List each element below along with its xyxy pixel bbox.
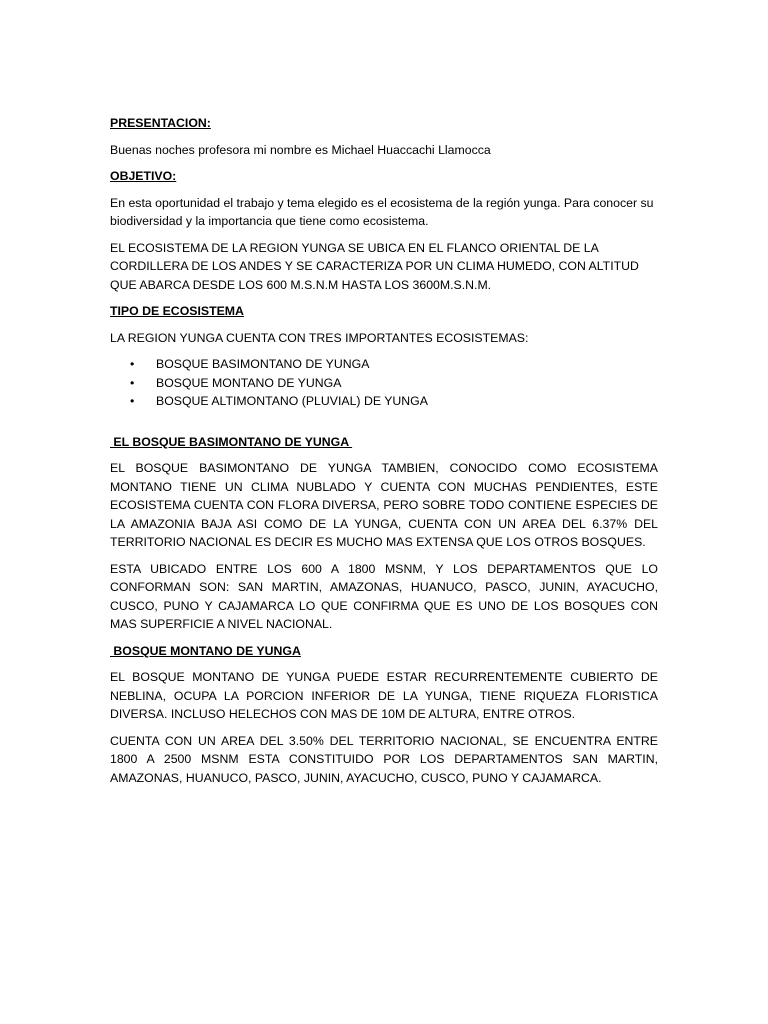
ecosystem-list — [110, 355, 658, 411]
montano-paragraph-2: CUENTA CON UN AREA DEL 3.50% DEL TERRITORIO NACIONAL, SE ENCUENTRA ENTRE 1800 A 2500 MSNM ESTA CONSTITUIDO POR LOS DEPARTAMENTOS SAN MARTIN, AMAZONAS, HUANUCO, PASCO, JUNIN, AYACUCHO, CUSCO, PUNO Y CAJAMARCA. — [110, 733, 658, 785]
document-page — [110, 114, 658, 795]
bullet-icon: • — [130, 357, 135, 371]
list-item-label: BOSQUE ALTIMONTANO (PLUVIAL) DE YUNGA — [156, 394, 428, 408]
list-item-label: BOSQUE MONTANO DE YUNGA — [156, 375, 342, 390]
basimontano-paragraph-1: EL BOSQUE BASIMONTANO DE YUNGA TAMBIEN, CONOCIDO COMO ECOSISTEMA MONTANO TIENE UN CLIMA NUBLADO Y CUENTA CON MUCHAS PENDIENTES, ESTE ECOSISTEMA CUENTA CON FLORA DIVERSA, PERO SOBRE TODO CONTIENE ESPECIES DE LA AMAZONIA BAJA ASI COMO DE LA YUNGA, CUENTA CON UN AREA DEL 6.37% DEL TERRITORIO NACIONAL ES DECIR ES MUCHO MAS EXTENSA QUE LOS OTROS BOSQUES. — [110, 461, 658, 549]
bullet-icon: • — [130, 394, 135, 408]
tipo-ecosistema-heading: TIPO DE ECOSISTEMA — [110, 304, 244, 318]
intro-paragraph: EL ECOSISTEMA DE LA REGION YUNGA SE UBICA EN EL FLANCO ORIENTAL DE LA CORDILLERA DE LOS ANDES Y SE CARACTERIZA POR UN CLIMA HUMEDO, CON ALTITUD QUE ABARCA DESDE LOS 600 M.S.N.M HASTA LOS 3600M.S.N.M. — [110, 240, 639, 292]
basimontano-heading: EL BOSQUE BASIMONTANO DE YUNGA — [110, 434, 353, 449]
blank-line — [110, 419, 658, 433]
bullet-icon: • — [130, 375, 135, 390]
montano-paragraph-1: EL BOSQUE MONTANO DE YUNGA PUEDE ESTAR RECURRENTEMENTE CUBIERTO DE NEBLINA, OCUPA LA PORCION INFERIOR DE LA YUNGA, TIENE RIQUEZA FLORISTICA DIVERSA. INCLUSO HELECHOS CON MAS DE 10M DE ALTURA, ENTRE OTROS. — [110, 670, 658, 721]
list-item — [110, 392, 658, 411]
tipo-ecosistema-text: LA REGION YUNGA CUENTA CON TRES IMPORTANTES ECOSISTEMAS: — [110, 330, 529, 345]
objetivo-text: En esta oportunidad el trabajo y tema elegido es el ecosistema de la región yunga. Para conocer su biodiversidad y la importancia que tiene como ecosistema. — [110, 195, 654, 228]
objetivo-heading: OBJETIVO: — [110, 169, 177, 183]
list-item — [110, 355, 658, 374]
basimontano-paragraph-2: ESTA UBICADO ENTRE LOS 600 A 1800 MSNM, Y LOS DEPARTAMENTOS QUE LO CONFORMAN SON: SAN MARTIN, AMAZONAS, HUANUCO, PASCO, JUNIN, AYACUCHO, CUSCO, PUNO Y CAJAMARCA LO QUE CONFIRMA QUE ES UNO DE LOS BOSQUES CON MAS SUPERFICIE A NIVEL NACIONAL. — [110, 561, 658, 631]
presentacion-heading: PRESENTACION: — [110, 116, 211, 130]
list-item — [110, 374, 658, 393]
montano-heading: BOSQUE MONTANO DE YUNGA — [110, 643, 301, 658]
presentacion-text: Buenas noches profesora mi nombre es Michael Huaccachi Llamocca — [110, 142, 491, 157]
list-item-label: BOSQUE BASIMONTANO DE YUNGA — [156, 357, 370, 371]
